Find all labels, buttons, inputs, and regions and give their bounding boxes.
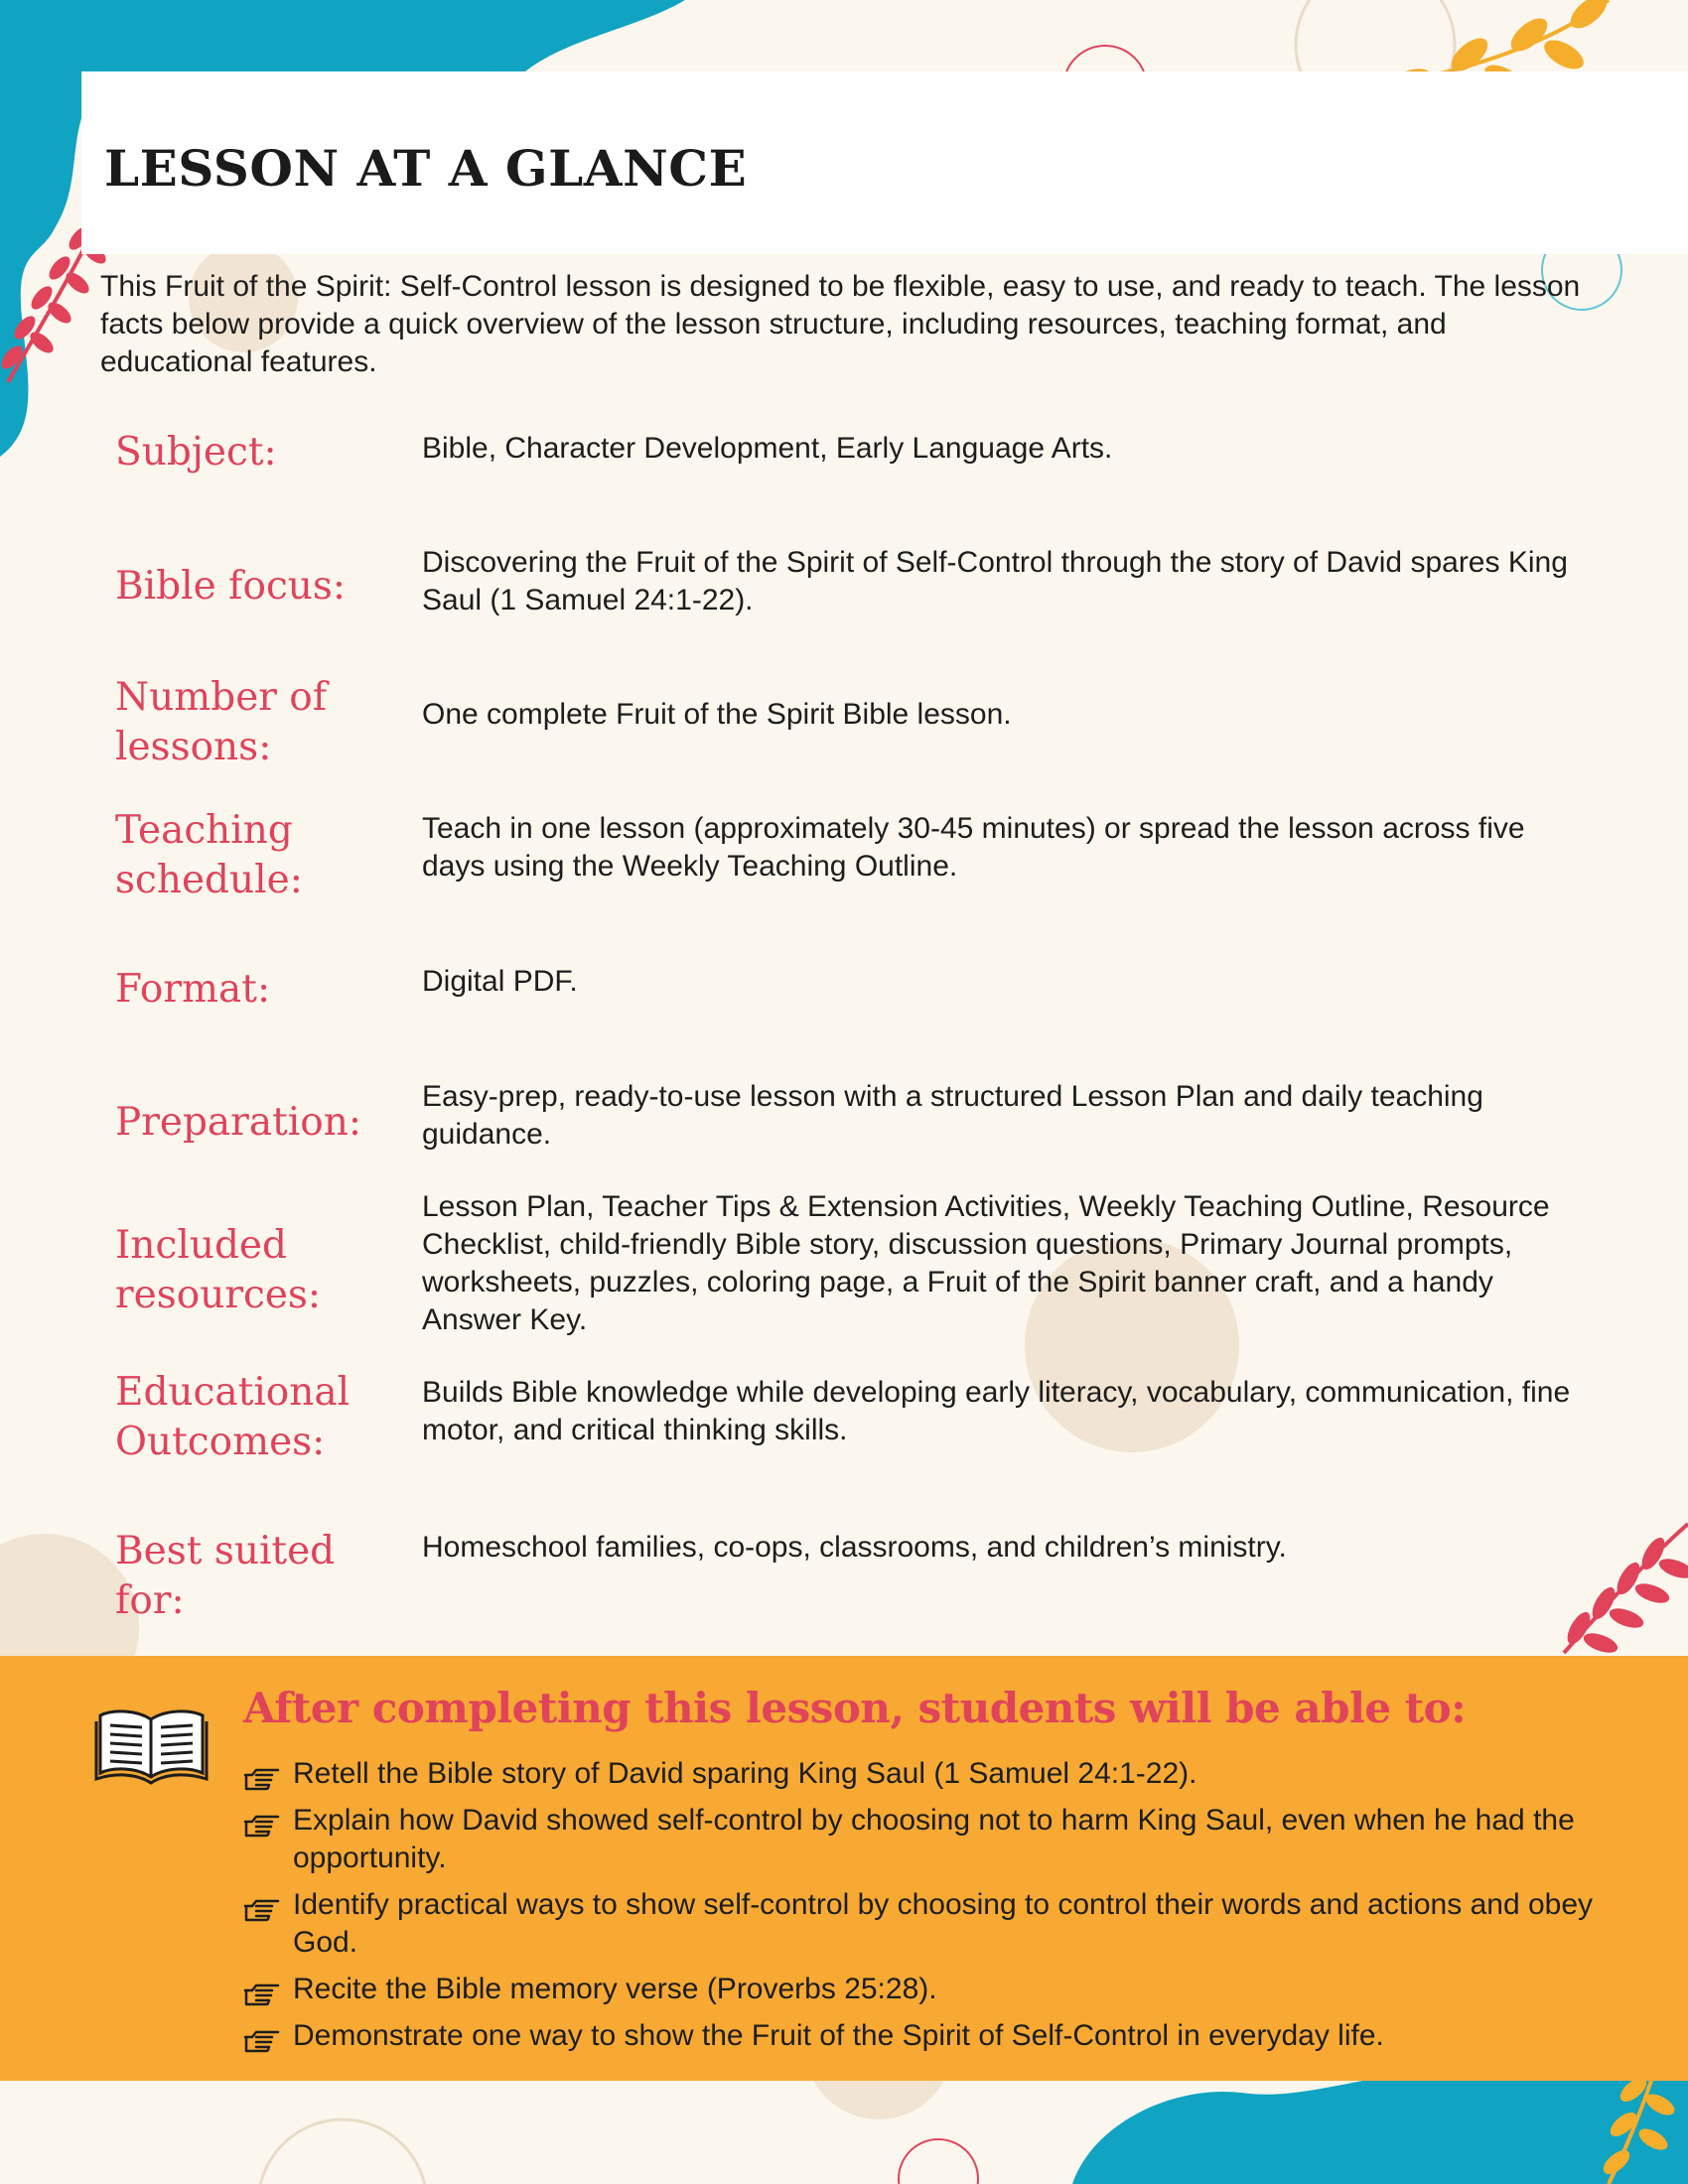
fact-value-preparation: Easy-prep, ready-to-use lesson with a structured Lesson Plan and daily teaching guidance. (422, 1080, 1483, 1151)
fact-label-included-resources: Included resources: (115, 1223, 322, 1317)
pointing-hand-icon (242, 1761, 282, 1793)
fact-label-teaching-schedule: Teaching schedule: (115, 808, 303, 902)
outline-circle-decoration (258, 2119, 427, 2184)
outcomes-heading: After completing this lesson, students will be able to: (243, 1684, 1467, 1732)
outcome-text: Demonstrate one way to show the Fruit of the Spirit of Self-Control in everyday life. (293, 2019, 1384, 2052)
pointing-hand-icon (242, 1977, 282, 2008)
fact-value-best-suited-for: Homeschool families, co-ops, classrooms, and children’s ministry. (422, 1531, 1287, 1564)
pointing-hand-icon (242, 2023, 282, 2055)
outcome-list (238, 1755, 1599, 2064)
outcome-text: Recite the Bible memory verse (Proverbs 25:28). (293, 1973, 937, 2005)
open-book-icon (94, 1706, 209, 1785)
intro-paragraph: This Fruit of the Spirit: Self-Control lesson is designed to be flexible, easy to use, and ready to teach. The lesson facts below provide a quick overview of the lesson structure, including resources, teaching format, and educational features. (100, 270, 1581, 378)
outcome-item (238, 1886, 1599, 1962)
outcome-item (238, 2017, 1599, 2055)
outline-circle-decoration (899, 2139, 978, 2184)
fact-label-format: Format: (115, 967, 271, 1012)
fact-value-bible-focus: Discovering the Fruit of the Spirit of Self-Control through the story of David spares King Saul (1 Samuel 24:1-22). (422, 546, 1568, 616)
fact-label-educational-outcomes: Educational Outcomes: (115, 1370, 351, 1464)
pointing-hand-icon (242, 1808, 282, 1840)
outcome-item (238, 1971, 1599, 2008)
fact-label-preparation: Preparation: (115, 1100, 361, 1145)
pointing-hand-icon (242, 1892, 282, 1924)
fact-value-teaching-schedule: Teach in one lesson (approximately 30-45 minutes) or spread the lesson across five days using the Weekly Teaching Outline. (422, 812, 1525, 883)
fact-value-subject: Bible, Character Development, Early Language Arts. (422, 432, 1113, 465)
outcome-text: Explain how David showed self-control by choosing not to harm King Saul, even when he had the opportunity. (293, 1804, 1575, 1874)
learning-outcomes-panel (0, 1656, 1688, 2081)
outcome-item (238, 1755, 1599, 1793)
fact-label-number-of-lessons: Number of lessons: (115, 675, 328, 769)
fact-value-educational-outcomes: Builds Bible knowledge while developing early literacy, vocabulary, communication, fine motor, and critical thinking skills. (422, 1376, 1571, 1446)
fact-label-best-suited-for: Best suited for: (115, 1529, 336, 1623)
fact-label-subject: Subject: (115, 430, 277, 475)
page-title: LESSON AT A GLANCE (104, 139, 748, 198)
outcome-text: Retell the Bible story of David sparing King Saul (1 Samuel 24:1-22). (293, 1757, 1197, 1790)
fact-value-included-resources: Lesson Plan, Teacher Tips & Extension Activities, Weekly Teaching Outline, Resource Checklist, child-friendly Bible story, discussion questions, Primary Journal prompts, worksheets, puzzles, coloring page, a Fruit of the Spirit banner craft, and a handy Answer Key. (422, 1190, 1550, 1336)
fact-value-number-of-lessons: One complete Fruit of the Spirit Bible lesson. (422, 698, 1012, 731)
fact-label-bible-focus: Bible focus: (115, 564, 347, 609)
outcome-item (238, 1802, 1599, 1877)
fact-value-format: Digital PDF. (422, 965, 578, 998)
outcome-text: Identify practical ways to show self-control by choosing to control their words and actions and obey God. (293, 1888, 1594, 1959)
